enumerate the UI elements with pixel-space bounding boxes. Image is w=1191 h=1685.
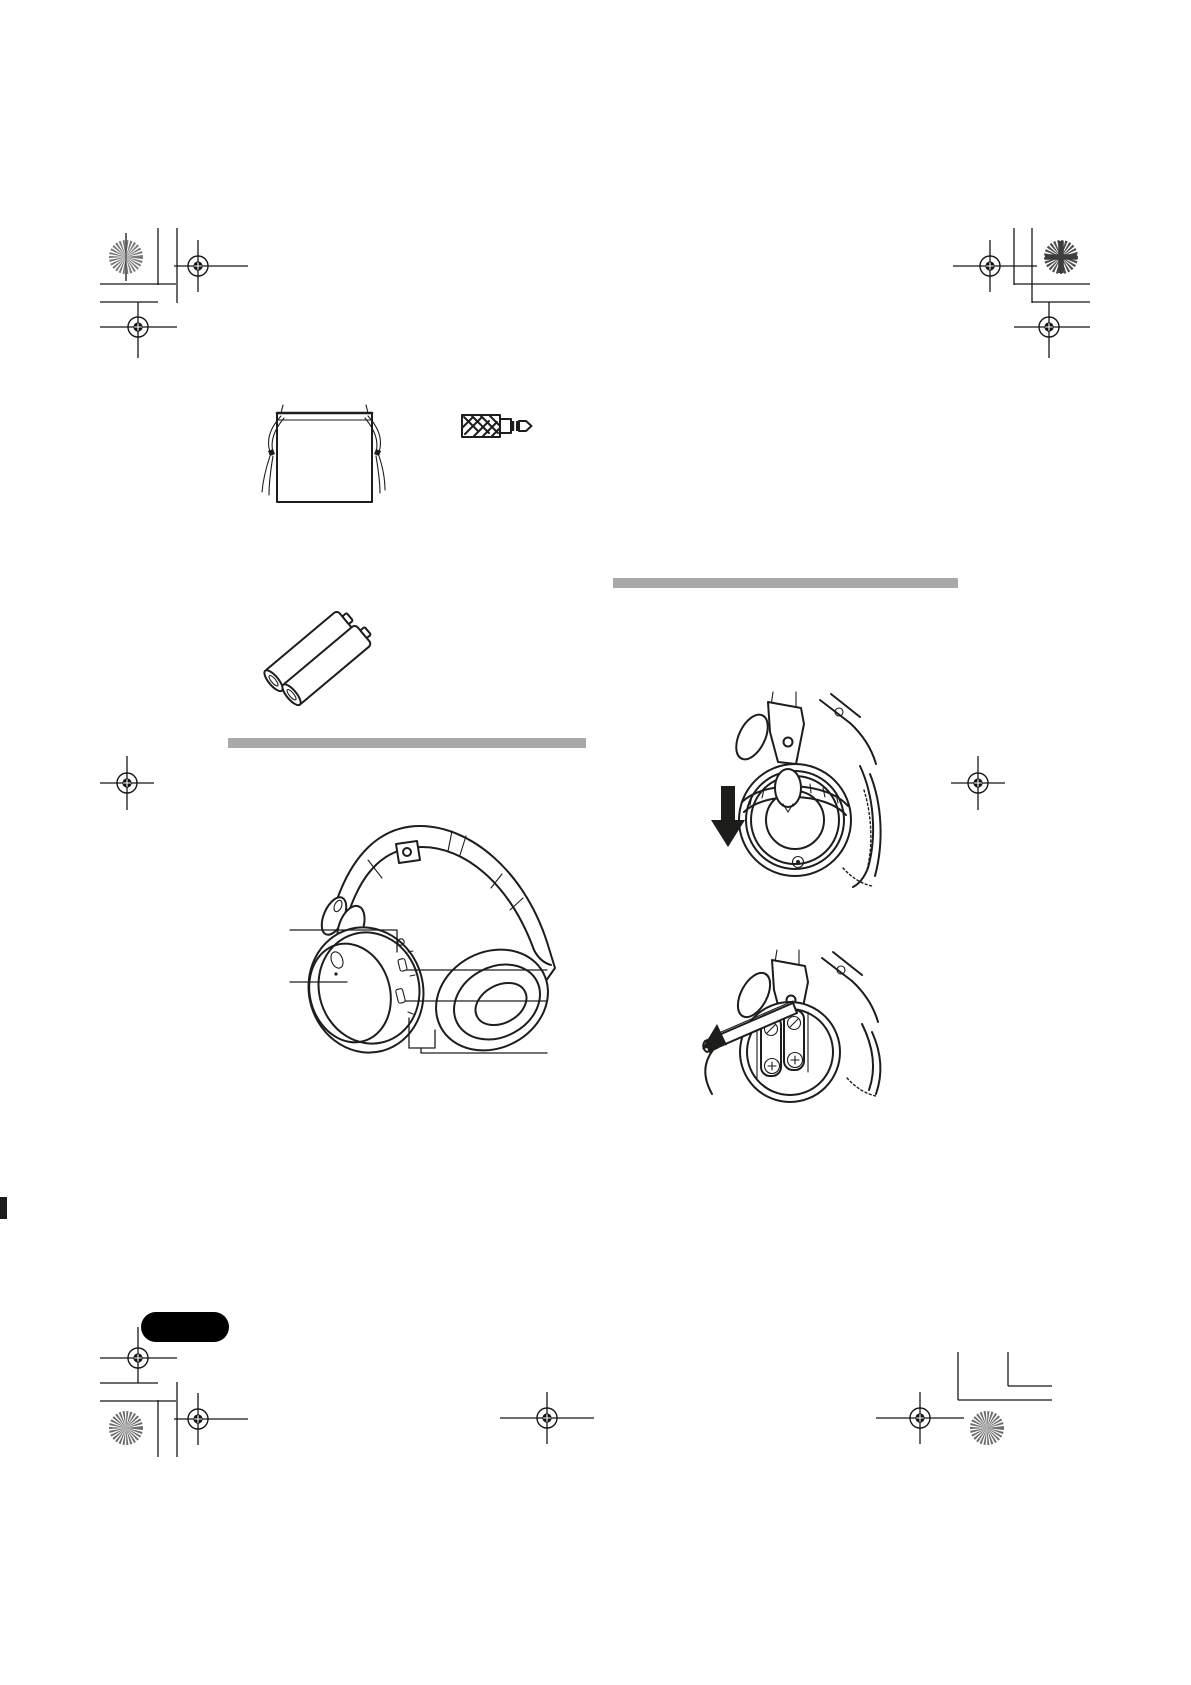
pouch-body [277,405,372,502]
pouch-drawstring-right [365,416,385,493]
color-patch-bottom-left [118,1420,135,1437]
right-section-heading-bar [613,578,958,588]
language-pill [141,1312,229,1342]
trim-marks-bottom-right [958,1352,1052,1400]
registration-target [951,756,1005,810]
pouch-drawstring-left [262,416,284,495]
registration-target [174,240,248,292]
yoke [730,702,804,764]
figure-batteries [240,590,385,710]
figure-headphones-callouts [280,808,560,1060]
binding-tick [0,1197,7,1219]
headband-pad-edge [847,1024,881,1096]
registration-target [174,1393,248,1445]
color-patch-bottom-right [979,1420,996,1437]
left-section-heading-bar [228,738,586,748]
color-patch-top-right [1045,241,1077,273]
registration-target [500,1392,594,1444]
figure-earcup-cover-open [688,948,895,1106]
registration-target [100,302,177,358]
earcup-with-cover [739,764,851,876]
figure-carrying-pouch [258,398,393,513]
right-earcup [418,930,565,1069]
figure-earcup-cover-slide [688,690,888,892]
adapter-plug [500,419,532,433]
registration-target [100,756,154,810]
registration-target [1014,302,1090,358]
color-patch-top-left [118,233,135,281]
figure-plug-adapter [455,405,540,447]
registration-target [876,1392,964,1444]
left-earcup [294,914,438,1067]
adapter-body [462,415,500,437]
